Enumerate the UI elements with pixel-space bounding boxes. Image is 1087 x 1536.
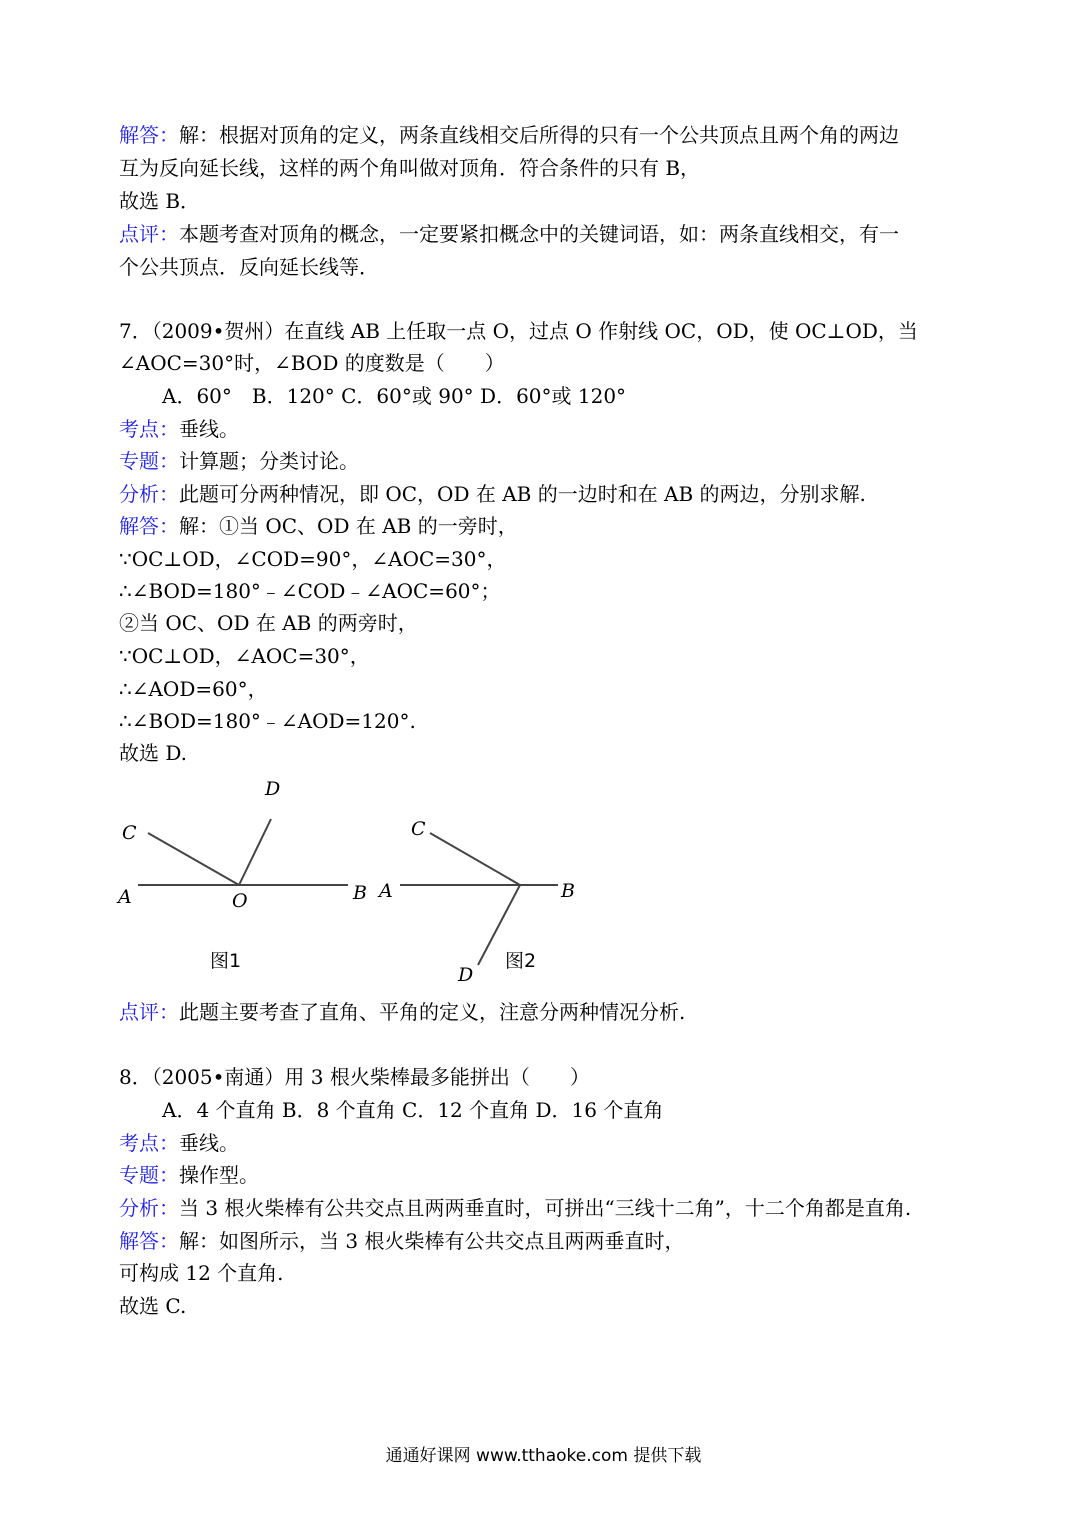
fig2-point-d: D — [458, 964, 474, 986]
question-8-title: 8．（2005•南通）用 3 根火柴棒最多能拼出（ ） — [119, 1065, 590, 1089]
fig2-caption: 图2 — [505, 950, 537, 972]
section-label: 考点： — [119, 1131, 179, 1155]
text-line: ∴∠BOD=180°﹣∠COD﹣∠AOC=60°； — [119, 579, 501, 603]
figure-lines — [100, 765, 620, 995]
fig1-ray-od — [239, 819, 271, 885]
text-line: 专题：计算题；分类讨论。 — [119, 449, 359, 473]
page-footer: 通通好课网 www.tthaoke.com 提供下载 — [385, 1446, 702, 1466]
text-line: ②当 OC、OD 在 AB 的两旁时， — [119, 611, 418, 635]
section-label: 分析： — [119, 482, 179, 506]
text-line: 点评：本题考查对顶角的概念，一定要紧扣概念中的关键词语，如：两条直线相交，有一 — [119, 222, 899, 246]
text-line: 分析：此题可分两种情况，即 OC，OD 在 AB 的一边时和在 AB 的两边，分别求解. — [119, 482, 866, 506]
text-line: 可构成 12 个直角. — [119, 1261, 284, 1285]
answer-options: A．60° B．120° C．60°或 90° D．60°或 120° — [162, 384, 627, 408]
answer-options: A．4 个直角 B．8 个直角 C．12 个直角 D．16 个直角 — [162, 1098, 664, 1122]
fig1-point-c: C — [122, 822, 137, 844]
section-label: 点评： — [119, 222, 179, 246]
text-line: 故选 C. — [119, 1294, 187, 1318]
fig1-point-b: B — [353, 882, 367, 904]
text-line: ∵OC⊥OD，∠AOC=30°， — [119, 644, 370, 668]
fig2-point-c: C — [411, 818, 426, 840]
text-line: ∴∠AOD=60°， — [119, 677, 268, 701]
text-line: 解答：解：根据对顶角的定义，两条直线相交后所得的只有一个公共顶点且两个角的两边 — [119, 123, 899, 147]
section-label: 考点： — [119, 417, 179, 441]
fig2-point-a: A — [379, 880, 393, 902]
section-label: 专题： — [119, 449, 179, 473]
text-line: 个公共顶点．反向延长线等． — [119, 255, 379, 279]
text-line: 分析：当 3 根火柴棒有公共交点且两两垂直时，可拼出“三线十二角”，十二个角都是直角. — [119, 1196, 912, 1220]
text-line: 专题：操作型。 — [119, 1163, 259, 1187]
fig1-caption: 图1 — [210, 950, 242, 972]
section-label: 解答： — [119, 1229, 179, 1253]
fig1-point-d: D — [265, 778, 281, 800]
text-line: 故选 B． — [119, 189, 201, 213]
text-line: ∠AOC=30°时，∠BOD 的度数是（ ） — [119, 351, 505, 375]
section-label: 分析： — [119, 1196, 179, 1220]
question-7-title: 7．（2009•贺州）在直线 AB 上任取一点 O，过点 O 作射线 OC，OD，使 OC⊥OD，当 — [119, 319, 918, 343]
text-line: 解答：解：①当 OC、OD 在 AB 的一旁时， — [119, 514, 518, 538]
section-label: 专题： — [119, 1163, 179, 1187]
section-label: 点评： — [119, 1000, 179, 1024]
fig2-ray-oc — [430, 833, 520, 885]
fig2-point-b: B — [561, 880, 575, 902]
text-line: ∵OC⊥OD，∠COD=90°，∠AOC=30°， — [119, 547, 507, 571]
text-line: ∴∠BOD=180°﹣∠AOD=120°. — [119, 709, 416, 733]
fig1-point-o: O — [232, 890, 248, 912]
text-line: 点评：此题主要考查了直角、平角的定义，注意分两种情况分析. — [119, 1000, 686, 1024]
fig1-point-a: A — [118, 886, 132, 908]
fig1-ray-oc — [148, 833, 239, 885]
section-label: 解答： — [119, 514, 179, 538]
text-line: 解答：解：如图所示，当 3 根火柴棒有公共交点且两两垂直时， — [119, 1229, 685, 1253]
text-line: 考点：垂线。 — [119, 417, 239, 441]
section-label: 解答： — [119, 123, 179, 147]
text-line: 互为反向延长线，这样的两个角叫做对顶角．符合条件的只有 B， — [119, 156, 701, 180]
geometry-figure — [100, 765, 620, 995]
text-line: 故选 D. — [119, 741, 188, 765]
text-line: 考点：垂线。 — [119, 1131, 239, 1155]
